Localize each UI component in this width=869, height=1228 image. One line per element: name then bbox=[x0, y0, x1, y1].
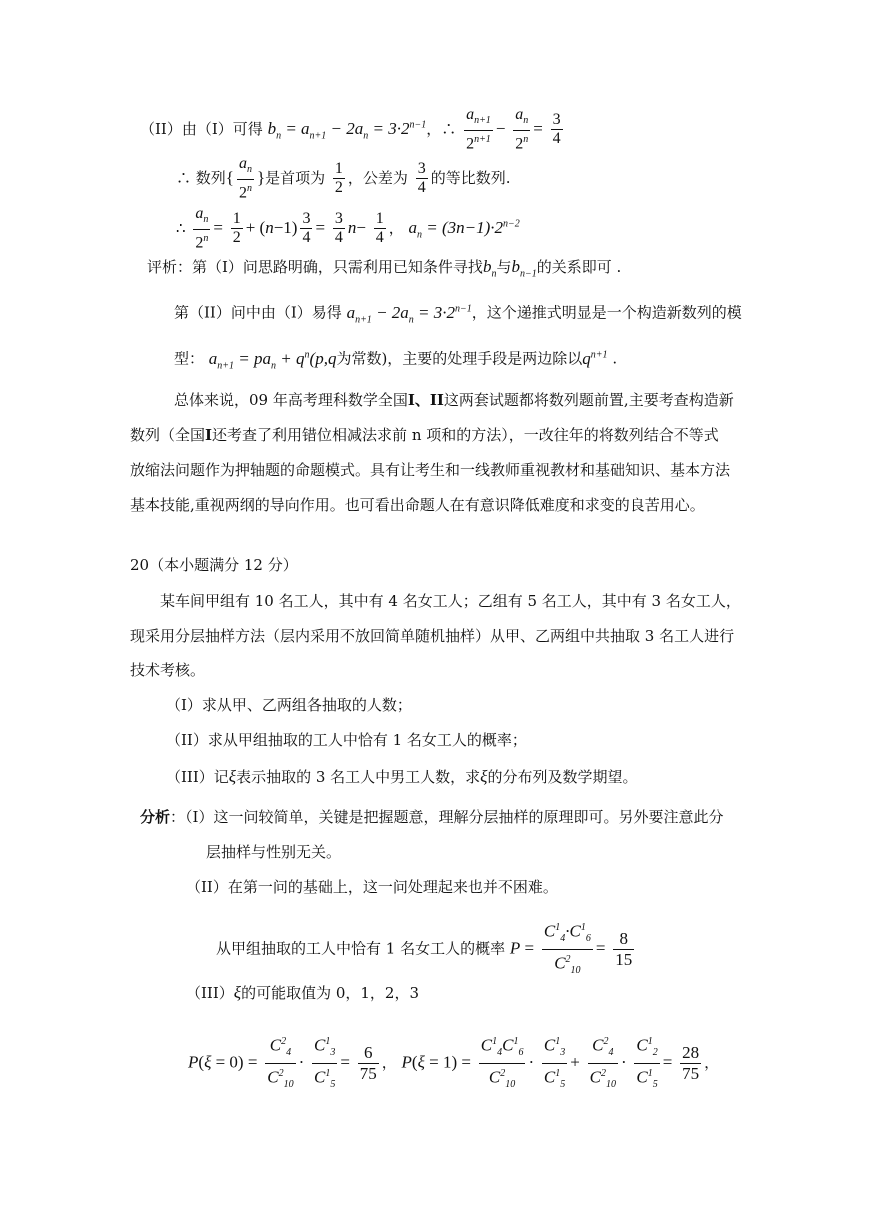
frac-8-15: $\frac{8}{15}$ bbox=[615, 929, 633, 970]
frac-p1-d: $\frac{C^1_2}{C^1_5}$ bbox=[634, 1032, 659, 1095]
frac-1-2: $\frac{1}{2}$ bbox=[334, 160, 343, 197]
frac-three-quarters-b: $\frac{3}{4}$ bbox=[334, 210, 343, 247]
frac-an1: $\frac{a_{n+1}}{2^{n+1}}$ bbox=[466, 106, 491, 153]
text-p2d: 的等比数列. bbox=[430, 168, 511, 187]
question-part-iii: （III）记ξ表示抽取的 3 名工人中男工人数，求ξ的分布列及数学期望。 bbox=[166, 767, 638, 786]
formula-an: $a_n = (3n-1)\cdot 2^{n-2}$ bbox=[408, 217, 520, 241]
question-text-2: 现采用分层抽样方法（层内采用不放回简单随机抽样）从甲、乙两组中共抽取 3 名工人进行 bbox=[130, 627, 735, 645]
question-part-i: （I）求从甲、乙两组各抽取的人数； bbox=[166, 696, 412, 714]
frac-28-75: $\frac{28}{75}$ bbox=[682, 1043, 700, 1084]
text-qiii-b: 表示抽取的 3 名工人中男工人数，求 bbox=[236, 768, 481, 786]
text-p6b: 为常数)，主要的处理手段是两边除以 bbox=[336, 349, 583, 368]
frac-6-75: $\frac{6}{75}$ bbox=[359, 1043, 377, 1084]
text-p8a: 数列（全国 bbox=[130, 426, 206, 444]
analysis-label: 分析 bbox=[140, 808, 171, 826]
analysis-distribution: P(ξ = 0) = $\frac{C^2_4}{C^2_{10}}$ · $\frac{C^1_3}{C^1_5}$ = $\frac{6}{75}$ ， P(ξ = 1) = $\frac{C^1_4C^1_6}{C^2_{10}}$ · $\frac{C^1_3}{C^1_5}$ + $\frac{C^2_4}{C^2_{10}}$ · $\frac{C^1_2}{C^1_5}$ = $\frac{28}{75}$ ， bbox=[188, 1032, 719, 1095]
text-an1: ：（I）这一问较简单，关键是把握题意，理解分层抽样的原理即可。另外要注意此分 bbox=[170, 808, 724, 826]
frac-3-4: $\frac{3}{4}$ bbox=[552, 111, 561, 148]
frac-p1-b: $\frac{C^1_3}{C^1_5}$ bbox=[542, 1032, 567, 1095]
text-p5a: 第（II）问中由（I）易得 bbox=[174, 303, 342, 322]
frac-an-2n: $\frac{a_n}{2^n}$ bbox=[195, 205, 209, 252]
line-summary-1 bbox=[174, 389, 734, 411]
question-text-1: 某车间甲组有 10 名工人，其中有 4 名女工人；乙组有 5 名工人，其中有 3 名女工人， bbox=[160, 592, 741, 610]
text-p7b: I、II bbox=[407, 391, 444, 409]
analysis-line-3: （II）在第一问的基础上，这一问处理起来也并不困难。 bbox=[186, 878, 558, 896]
line-summary-4: 基本技能,重视两纲的导向作用。也可看出命题人在有意识降低难度和求变的良苦用心。 bbox=[130, 496, 705, 514]
line-general-term: ∴ $\frac{a_n}{2^n}$ = $\frac{1}{2}$ + (n−1) $\frac{3}{4}$ = $\frac{3}{4}$ n− $\frac{1}{4}$ ， $a_n = (3n-1)\cdot 2^{n-2}$ bbox=[176, 205, 520, 252]
analysis-line-2: 层抽样与性别无关。 bbox=[206, 843, 342, 861]
text-an5b: 的可能取值为 0，1，2，3 bbox=[241, 984, 420, 1002]
text-p2a: ∴ 数列 bbox=[176, 168, 226, 187]
line-ii-derivation: （II）由（I）可得 $b_n = a_{n+1} - 2a_n = 3\cdot 2^{n-1}$，∴ $\frac{a_{n+1}}{2^{n+1}}$ − $\frac{a_n}{2^n}$ = $\frac{3}{4}$ bbox=[140, 106, 561, 153]
frac-p1-a: $\frac{C^1_4C^1_6}{C^2_{10}}$ bbox=[479, 1032, 526, 1095]
frac-p0-b: $\frac{C^1_3}{C^1_5}$ bbox=[312, 1032, 337, 1095]
text-an4: 从甲组抽取的工人中恰有 1 名女工人的概率 bbox=[216, 939, 506, 958]
line-sequence-statement: ∴ 数列{ $\frac{a_n}{2^n}$ }是首项为 $\frac{1}{2}$ ，公差为 $\frac{3}{4}$ 的等比数列. bbox=[176, 155, 511, 202]
line-summary-2 bbox=[130, 424, 719, 446]
frac-an: $\frac{a_n}{2^n}$ bbox=[515, 106, 529, 153]
frac-half: $\frac{1}{2}$ bbox=[232, 210, 241, 247]
text-qiii-a: （III）记 bbox=[166, 768, 229, 786]
text-p6a: 型： bbox=[174, 349, 205, 368]
frac-three-quarters: $\frac{3}{4}$ bbox=[302, 210, 311, 247]
analysis-probability: 从甲组抽取的工人中恰有 1 名女工人的概率 P = $\frac{C^1_4\cdot C^1_6}{C^2_{10}}$ = $\frac{8}{15}$ bbox=[216, 918, 637, 981]
text-p8c: 还考查了利用错位相减法求前 n 项和的方法），一改往年的将数列结合不等式 bbox=[212, 426, 719, 444]
analysis-line-5: （III）ξ的可能取值为 0，1，2，3 bbox=[186, 983, 420, 1002]
frac-3-4b: $\frac{3}{4}$ bbox=[417, 160, 426, 197]
line-comment-1: 评析：第（I）问思路明确，只需利用已知条件寻找$b_n$与$b_{n-1}$的关系即可 . bbox=[147, 257, 622, 280]
analysis-line-1 bbox=[140, 806, 723, 828]
text-p5b: ，这个递推式明显是一个构造新数列的模 bbox=[471, 303, 742, 322]
text-p2b: 是首项为 bbox=[265, 168, 326, 187]
question-header: 20（本小题满分 12 分） bbox=[130, 556, 298, 574]
line-comment-3: 型： $a_{n+1} = pa_n + q^n(p,q$为常数)，主要的处理手段是两边除以$q^{n+1}$ . bbox=[174, 348, 618, 372]
text-p4a: 评析：第（I）问思路明确，只需利用已知条件寻找 bbox=[147, 258, 483, 276]
question-text-3: 技术考核。 bbox=[130, 661, 206, 679]
frac-prob: $\frac{C^1_4\cdot C^1_6}{C^2_{10}}$ bbox=[542, 918, 593, 981]
text-p4b: 与 bbox=[496, 258, 512, 276]
line-summary-3: 放缩法问题作为押轴题的命题模式。具有让考生和一线教师重视教材和基础知识、基本方法 bbox=[130, 461, 731, 479]
frac-seq: $\frac{a_n}{2^n}$ bbox=[238, 155, 252, 202]
text-p2c: ，公差为 bbox=[347, 168, 408, 187]
text-qiii-c: 的分布列及数学期望。 bbox=[487, 768, 638, 786]
frac-p1-c: $\frac{C^2_4}{C^2_{10}}$ bbox=[588, 1032, 618, 1095]
frac-quarter: $\frac{1}{4}$ bbox=[375, 210, 384, 247]
formula-bn: $b_n = a_{n+1} - 2a_n = 3\cdot 2^{n-1}$ bbox=[267, 118, 427, 142]
text-p7: 总体来说，09 年高考理科数学全国 bbox=[174, 391, 408, 409]
line-comment-2: 第（II）问中由（I）易得 $a_{n+1} - 2a_n = 3\cdot 2^{n-1}$，这个递推式明显是一个构造新数列的模 bbox=[174, 302, 742, 326]
frac-p0-a: $\frac{C^2_4}{C^2_{10}}$ bbox=[265, 1032, 295, 1095]
text-p8b: I bbox=[205, 426, 213, 444]
ii-intro: （II）由（I）可得 bbox=[140, 119, 263, 138]
question-part-ii: （II）求从甲组抽取的工人中恰有 1 名女工人的概率； bbox=[166, 731, 527, 749]
text-an5a: （III） bbox=[186, 984, 234, 1002]
text-p7c: 这两套试题都将数列题前置,主要考查构造新 bbox=[443, 391, 734, 409]
text-p4c: 的关系即可 . bbox=[536, 258, 622, 276]
